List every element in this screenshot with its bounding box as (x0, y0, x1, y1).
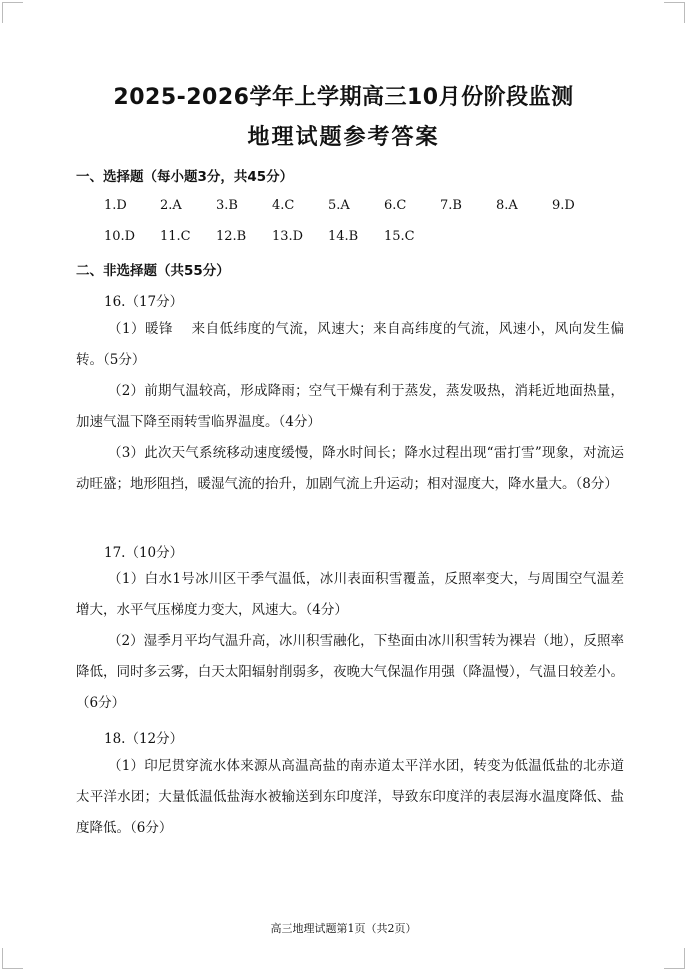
answer-item: 12.B (216, 229, 247, 244)
question-16-part-2: （2）前期气温较高，形成降雨；空气干燥有利于蒸发，蒸发吸热，消耗近地面热量，加速气温下降至雨转雪临界温度。（4分） (76, 383, 624, 430)
answer-item: 9.D (552, 198, 575, 213)
document-title: 2025-2026学年上学期高三10月份阶段监测 (113, 85, 574, 110)
section-heading-nonchoice: 二、非选择题（共55分） (76, 263, 230, 279)
answer-item: 4.C (272, 198, 295, 213)
answer-item: 5.A (328, 198, 350, 213)
question-18-part-1: （1）印尼贯穿流水体来源从高温高盐的南赤道太平洋水团，转变为低温低盐的北赤道太平洋水团；大量低温低盐海水被输送到东印度洋，导致东印度洋的表层海水温度降低、盐度降低。（6分） (76, 758, 624, 836)
question-17-part-2: （2）湿季月平均气温升高，冰川积雪融化，下垫面由冰川积雪转为裸岩（地），反照率降低，同时多云雾，白天太阳辐射削弱多，夜晚大气保温作用强（降温慢），气温日较差小。（6分） (76, 633, 624, 711)
answer-item: 13.D (272, 229, 304, 244)
page-footer: 高三地理试题第1页（共2页） (270, 922, 417, 935)
answer-item: 14.B (328, 229, 359, 244)
crop-mark (2, 948, 23, 969)
answer-item: 10.D (104, 229, 136, 244)
answer-item: 2.A (160, 198, 182, 213)
answer-item: 11.C (160, 229, 191, 244)
crop-mark (664, 948, 685, 969)
answer-item: 6.C (384, 198, 407, 213)
answer-item: 8.A (496, 198, 518, 213)
question-16-part-3: （3）此次天气系统移动速度缓慢，降水时间长；降水过程出现“雷打雪”现象，对流运动旺盛；地形阻挡，暖湿气流的抬升，加剧气流上升运动；相对湿度大，降水量大。（8分） (76, 445, 624, 492)
section-heading-choice: 一、选择题（每小题3分，共45分） (76, 169, 294, 185)
answer-item: 1.D (104, 198, 127, 213)
question-17-label: 17.（10分） (104, 545, 184, 561)
document-subtitle: 地理试题参考答案 (247, 125, 440, 150)
answer-item: 15.C (384, 229, 415, 244)
question-16-label: 16.（17分） (104, 294, 184, 310)
answer-item: 7.B (440, 198, 462, 213)
question-18-label: 18.（12分） (104, 731, 184, 747)
answer-item: 3.B (216, 198, 238, 213)
crop-mark (2, 2, 23, 23)
question-17-part-1: （1）白水1号冰川区干季气温低，冰川表面积雪覆盖，反照率变大，与周围空气温差增大，水平气压梯度力变大，风速大。（4分） (76, 571, 624, 618)
crop-mark (664, 2, 685, 23)
question-16-part-1: （1）暖锋 来自低纬度的气流，风速大；来自高纬度的气流，风速小，风向发生偏转。（5分） (76, 321, 624, 368)
